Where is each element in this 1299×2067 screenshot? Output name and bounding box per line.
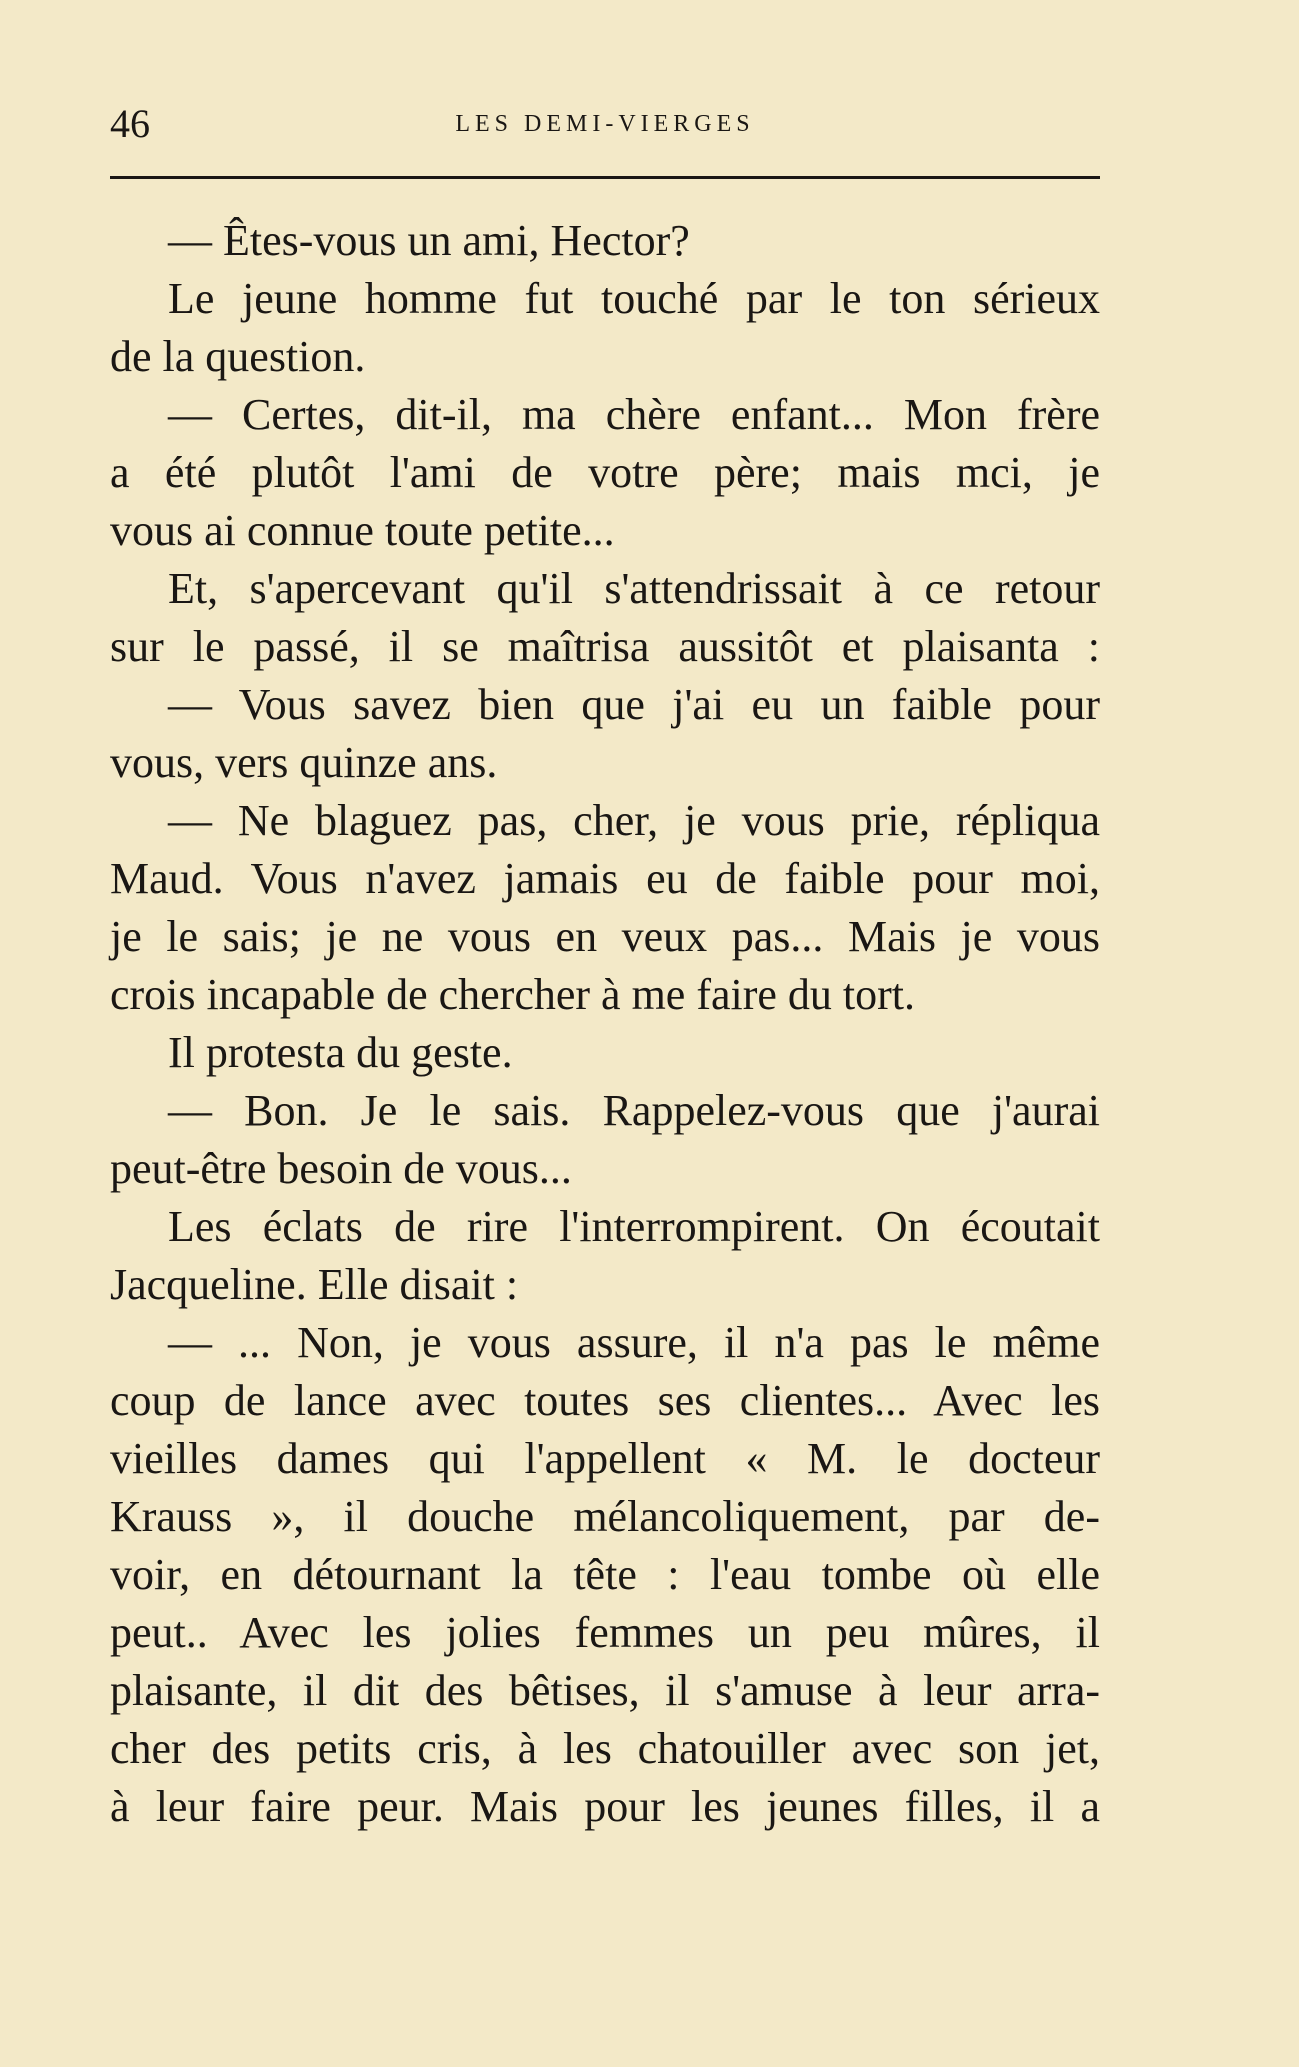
text-line: vieilles dames qui l'appellent « M. le docteur [110, 1434, 1100, 1483]
text-line: Maud. Vous n'avez jamais eu de faible pour moi, [110, 854, 1100, 903]
page-number: 46 [110, 101, 150, 146]
text-line: voir, en détournant la tête : l'eau tombe où elle [110, 1550, 1100, 1599]
text-line: Le jeune homme fut touché par le ton sérieux [168, 274, 1100, 323]
text-line: plaisante, il dit des bêtises, il s'amuse à leur arra- [110, 1666, 1100, 1715]
text-line: Il protesta du geste. [168, 1028, 513, 1077]
text-line: Jacqueline. Elle disait : [110, 1260, 519, 1309]
text-line: crois incapable de chercher à me faire du tort. [110, 970, 916, 1019]
text-line: — Bon. Je le sais. Rappelez-vous que j'aurai [168, 1086, 1100, 1135]
text-line: — Ne blaguez pas, cher, je vous prie, répliqua [168, 796, 1100, 845]
text-line: coup de lance avec toutes ses clientes... Avec les [110, 1376, 1100, 1425]
text-line: sur le passé, il se maîtrisa aussitôt et plaisanta : [110, 622, 1100, 671]
text-line: vous, vers quinze ans. [110, 738, 498, 787]
text-line: je le sais; je ne vous en veux pas... Mais je vous [110, 912, 1100, 961]
body-text [110, 212, 1100, 1836]
text-line: cher des petits cris, à les chatouiller avec son jet, [110, 1724, 1100, 1773]
page-header [110, 98, 1100, 150]
text-line: — ... Non, je vous assure, il n'a pas le même [168, 1318, 1100, 1367]
text-line: vous ai connue toute petite... [110, 506, 615, 555]
text-line: a été plutôt l'ami de votre père; mais mci, je [110, 448, 1100, 497]
text-line: — Certes, dit-il, ma chère enfant... Mon frère [168, 390, 1100, 439]
text-line: de la question. [110, 332, 366, 381]
text-line: — Êtes-vous un ami, Hector? [168, 216, 690, 265]
text-line: à leur faire peur. Mais pour les jeunes filles, il a [110, 1782, 1100, 1831]
header-rule [110, 176, 1100, 179]
text-line: peut-être besoin de vous... [110, 1144, 572, 1193]
text-line: peut.. Avec les jolies femmes un peu mûres, il [110, 1608, 1100, 1657]
text-line: Et, s'apercevant qu'il s'attendrissait à ce retour [168, 564, 1100, 613]
running-title: LES DEMI-VIERGES [455, 111, 755, 137]
text-line: Krauss », il douche mélancoliquement, par de- [110, 1492, 1100, 1541]
text-line: — Vous savez bien que j'ai eu un faible pour [168, 680, 1100, 729]
text-line: Les éclats de rire l'interrompirent. On écoutait [168, 1202, 1100, 1251]
